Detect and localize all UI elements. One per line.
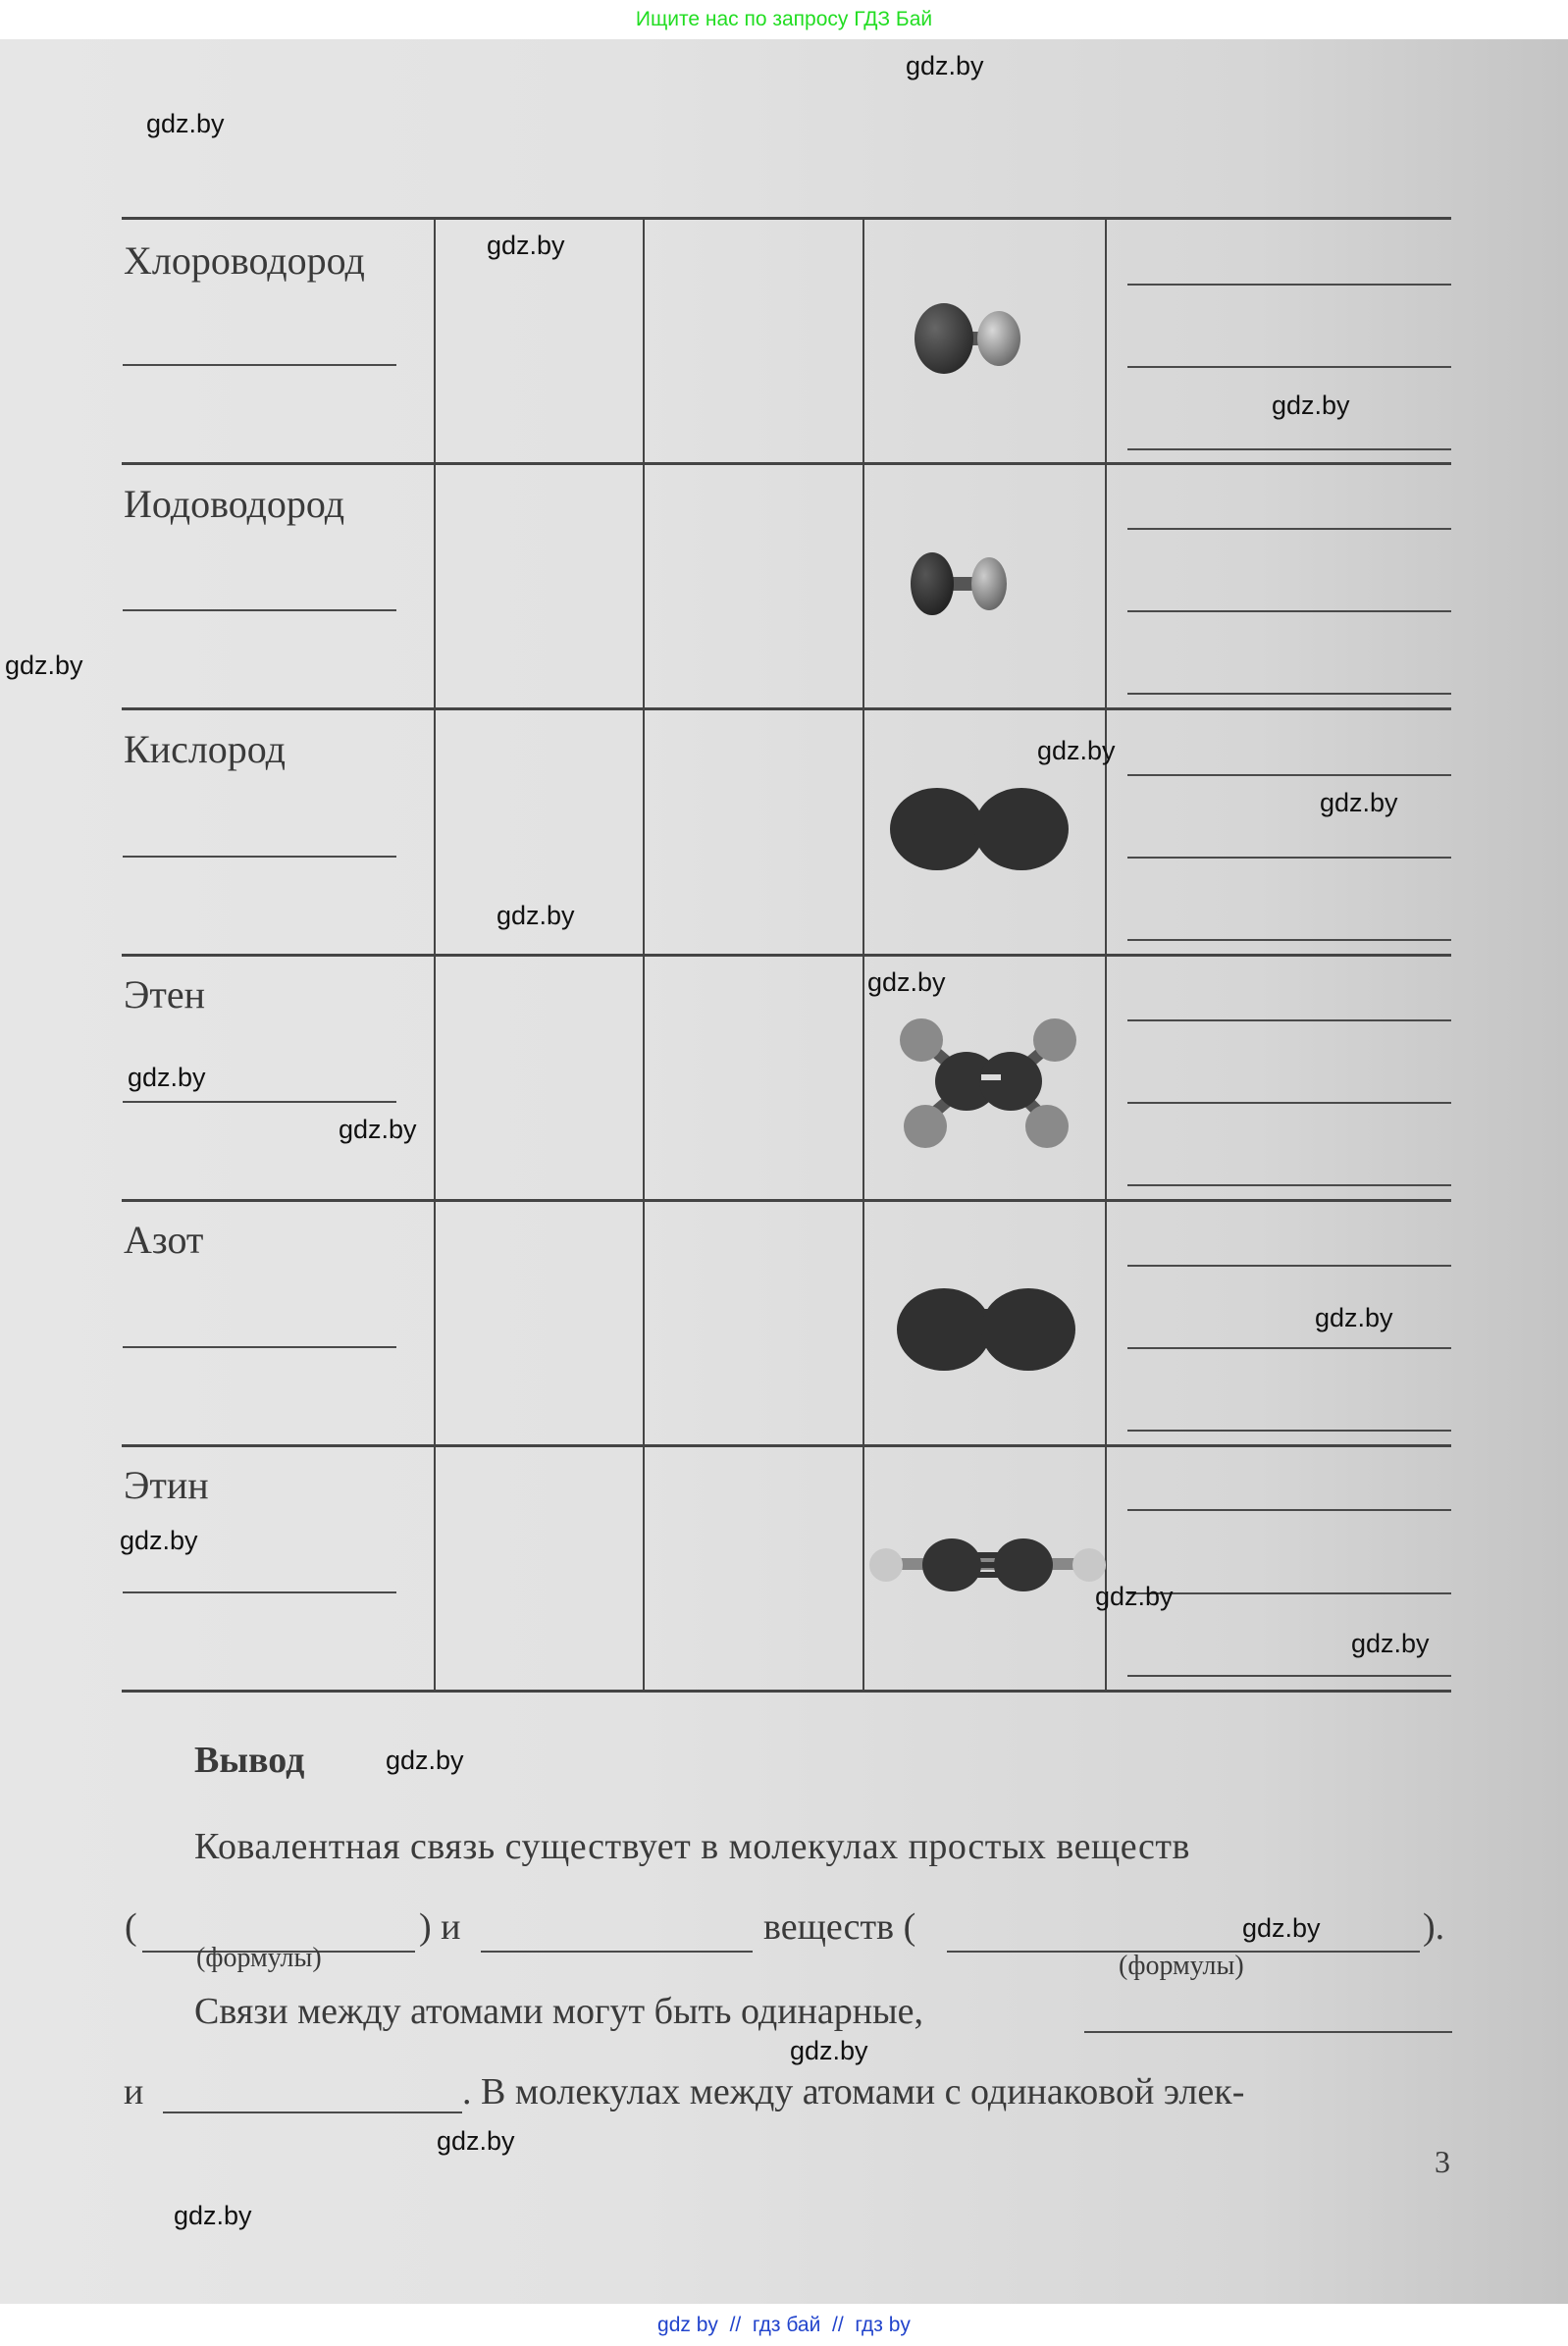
- watermark: gdz.by: [1351, 1629, 1430, 1658]
- open-paren: (: [125, 1906, 137, 1948]
- watermark: gdz.by: [487, 231, 565, 260]
- formula-answer-line[interactable]: [123, 1101, 396, 1103]
- table-row-border: [122, 1690, 1451, 1693]
- formula-answer-line[interactable]: [123, 364, 396, 366]
- conclusion-heading: Вывод: [194, 1740, 305, 1781]
- n2-molecule-model-icon: [893, 1285, 1079, 1374]
- hcl-molecule-model-icon: [913, 299, 1030, 378]
- answer-line[interactable]: [1127, 1430, 1451, 1432]
- bond-type-blank-2[interactable]: [163, 2111, 462, 2113]
- row-name-ethyne: Этин: [124, 1463, 209, 1507]
- watermark: gdz.by: [497, 901, 575, 930]
- conclusion-line-3: Связи между атомами могут быть одинарные,: [194, 1991, 923, 2032]
- watermark: gdz.by: [1320, 788, 1398, 817]
- answer-line[interactable]: [1127, 939, 1451, 941]
- answer-line[interactable]: [1127, 857, 1451, 859]
- table-row-border: [122, 217, 1451, 220]
- table-row-border: [122, 1444, 1451, 1447]
- answer-line[interactable]: [1127, 610, 1451, 612]
- answer-line[interactable]: [1127, 1347, 1451, 1349]
- watermark: gdz.by: [174, 2201, 252, 2230]
- table-column-border: [643, 218, 645, 1691]
- answer-line[interactable]: [1127, 1509, 1451, 1511]
- watermark: gdz.by: [1272, 391, 1350, 420]
- formulas-caption-1: (формулы): [196, 1943, 322, 1973]
- watermark: gdz.by: [1095, 1582, 1174, 1611]
- watermark: gdz.by: [790, 2036, 868, 2065]
- watermark: gdz.by: [146, 109, 225, 138]
- table-column-border: [862, 218, 864, 1691]
- watermark: gdz.by: [5, 651, 83, 680]
- c2h4-molecule-model-icon: [888, 1011, 1084, 1148]
- answer-line[interactable]: [1127, 284, 1451, 286]
- formula-answer-line[interactable]: [123, 1591, 396, 1593]
- row-name-hydrogen-chloride: Хлороводород: [124, 238, 365, 283]
- top-banner: Ищите нас по запросу ГДЗ Бай: [635, 8, 933, 30]
- answer-line[interactable]: [1127, 1675, 1451, 1677]
- watermark: gdz.by: [1037, 736, 1116, 765]
- answer-line[interactable]: [1127, 1102, 1451, 1104]
- table-row-border: [122, 954, 1451, 957]
- hi-molecule-model-icon: [905, 549, 1013, 618]
- answer-line[interactable]: [1127, 1184, 1451, 1186]
- c2h2-molecule-model-icon: [868, 1531, 1109, 1599]
- row-name-hydrogen-iodide: Иодоводород: [124, 482, 345, 526]
- watermark: gdz.by: [339, 1115, 417, 1144]
- answer-line[interactable]: [1127, 528, 1451, 530]
- answer-line[interactable]: [1127, 366, 1451, 368]
- formula-answer-line[interactable]: [123, 856, 396, 858]
- page-number: 3: [1435, 2144, 1450, 2179]
- table-column-border: [434, 218, 436, 1691]
- and-text-2: и: [124, 2071, 144, 2112]
- table-row-border: [122, 1199, 1451, 1202]
- watermark: gdz.by: [386, 1746, 464, 1775]
- row-name-nitrogen: Азот: [124, 1218, 204, 1262]
- watermark: gdz.by: [867, 967, 946, 997]
- answer-line[interactable]: [1127, 693, 1451, 695]
- o2-molecule-model-icon: [886, 785, 1072, 873]
- row-name-ethene: Этен: [124, 972, 206, 1017]
- substances-text: веществ (: [763, 1906, 916, 1948]
- watermark: gdz.by: [437, 2126, 515, 2156]
- answer-line[interactable]: [1127, 1019, 1451, 1021]
- formula-answer-line[interactable]: [123, 1346, 396, 1348]
- answer-line[interactable]: [1127, 1592, 1451, 1594]
- formula-answer-line[interactable]: [123, 609, 396, 611]
- answer-line[interactable]: [1127, 774, 1451, 776]
- watermark: gdz.by: [1315, 1303, 1393, 1332]
- answer-line[interactable]: [1127, 1265, 1451, 1267]
- watermark: gdz.by: [128, 1063, 206, 1092]
- table-column-border: [1105, 218, 1107, 1691]
- close-paren: ).: [1423, 1906, 1445, 1948]
- watermark: gdz.by: [120, 1526, 198, 1555]
- and-text: ) и: [419, 1906, 461, 1948]
- formulas-caption-2: (формулы): [1119, 1951, 1244, 1981]
- watermark: gdz.by: [906, 51, 984, 80]
- row-name-oxygen: Кислород: [124, 727, 286, 771]
- table-row-border: [122, 462, 1451, 465]
- table-row-border: [122, 707, 1451, 710]
- substances-type-blank[interactable]: [481, 1951, 753, 1953]
- bond-type-blank-1[interactable]: [1084, 2031, 1452, 2033]
- conclusion-line-4: . В молекулах между атомами с одинаковой элек-: [462, 2071, 1245, 2112]
- watermark: gdz.by: [1242, 1913, 1321, 1943]
- conclusion-line-1: Ковалентная связь существует в молекулах простых веществ: [194, 1826, 1190, 1867]
- bottom-banner[interactable]: gdz by // гдз бай // гдз by: [657, 2313, 911, 2336]
- answer-line[interactable]: [1127, 448, 1451, 450]
